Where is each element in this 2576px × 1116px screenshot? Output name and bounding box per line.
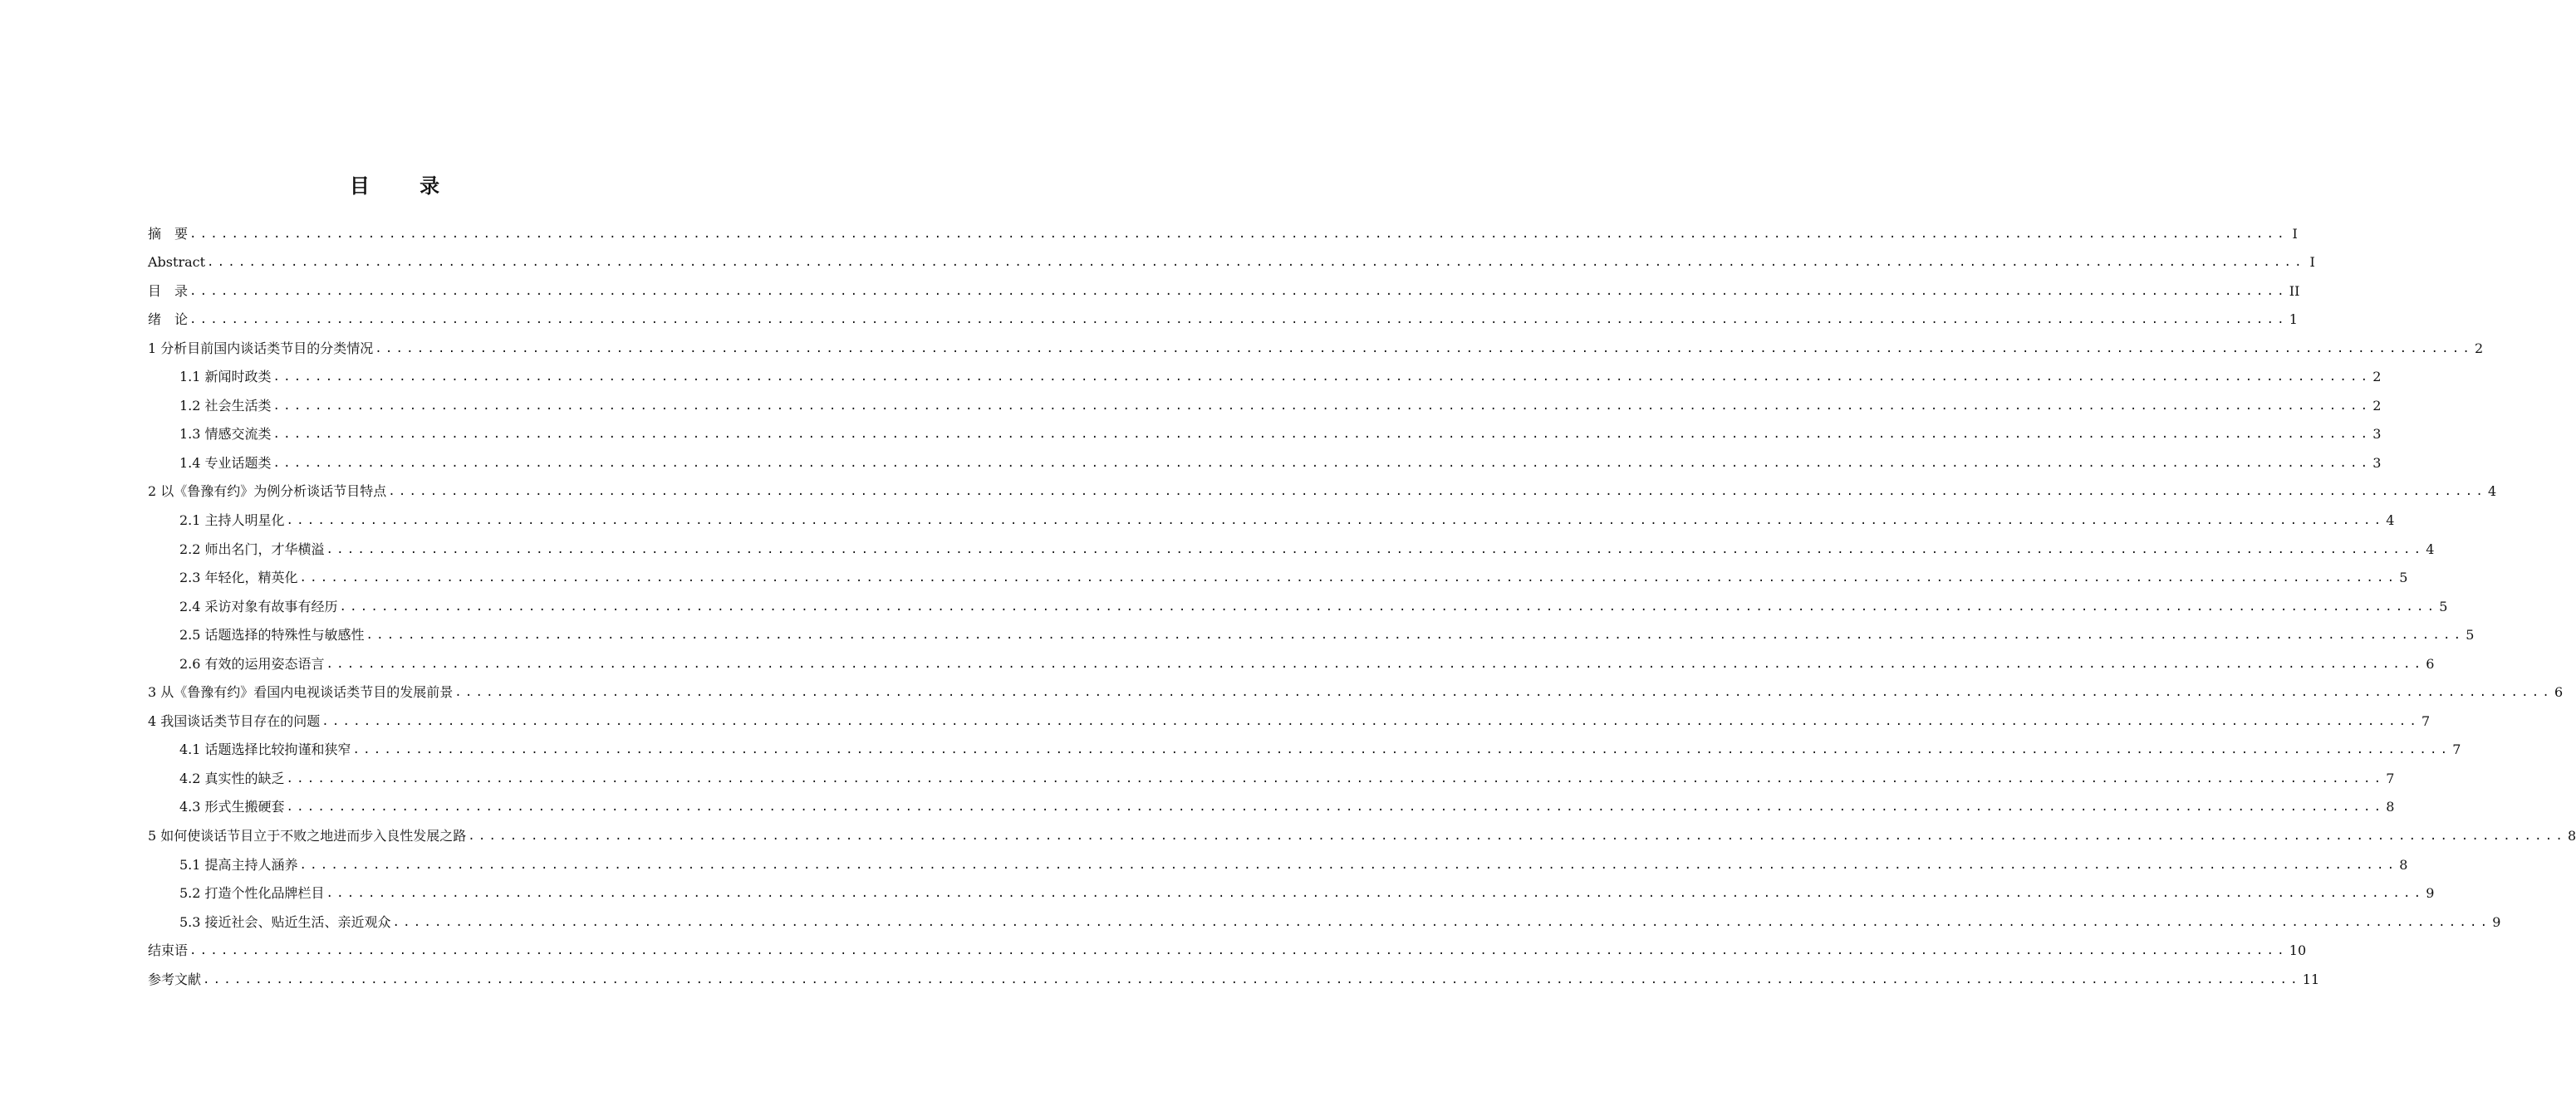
- toc-leader-dots: ........................................................................................................................................................................................................: [321, 714, 2421, 728]
- toc-entry[interactable]: [148, 535, 2435, 564]
- toc-entry-page: 6: [2426, 655, 2435, 672]
- toc-entry-title: 2.2 师出名门，才华横溢: [179, 541, 325, 557]
- toc-leader-dots: ........................................................................................................................................................................................................: [272, 456, 2372, 470]
- toc-entry-title: 2 以《鲁豫有约》为例分析谈话节目特点: [148, 483, 387, 500]
- toc-entry[interactable]: [148, 937, 2307, 966]
- toc-entry[interactable]: [148, 334, 2484, 363]
- toc-entry-title: 摘 要: [148, 225, 189, 242]
- toc-leader-dots: ........................................................................................................................................................................................................: [375, 341, 2474, 355]
- toc-entry-page: I: [2292, 225, 2298, 242]
- toc-entry-title: 4 我国谈话类节目存在的问题: [148, 712, 321, 729]
- toc-entry[interactable]: [148, 420, 2382, 449]
- toc-leader-dots: ........................................................................................................................................................................................................: [286, 514, 2385, 528]
- toc-entry[interactable]: [148, 363, 2382, 392]
- toc-leader-dots: ........................................................................................................................................................................................................: [203, 972, 2301, 986]
- toc-entry-title: 1.2 社会生活类: [179, 397, 272, 414]
- toc-entry-title: 5.2 打造个性化品牌栏目: [179, 885, 325, 902]
- toc-leader-dots: ........................................................................................................................................................................................................: [272, 370, 2372, 384]
- toc-leader-dots: ........................................................................................................................................................................................................: [454, 686, 2554, 700]
- toc-entry-page: 5: [2439, 598, 2448, 614]
- toc-leader-dots: ........................................................................................................................................................................................................: [326, 887, 2425, 901]
- toc-leader-dots: ........................................................................................................................................................................................................: [189, 284, 2288, 298]
- toc-leader-dots: ........................................................................................................................................................................................................: [352, 743, 2451, 757]
- toc-entry-page: 4: [2426, 541, 2435, 557]
- toc-entry[interactable]: [148, 448, 2382, 477]
- toc-entry-page: 3: [2372, 426, 2382, 443]
- toc-entry[interactable]: [148, 908, 2501, 937]
- toc-entry-title: 2.3 年轻化，精英化: [179, 570, 298, 586]
- toc-leader-dots: ........................................................................................................................................................................................................: [339, 600, 2438, 614]
- toc-entry[interactable]: [148, 277, 2300, 306]
- toc-entry[interactable]: [148, 707, 2431, 736]
- toc-entry-title: 5 如何使谈话节目立于不败之地进而步入良性发展之路: [148, 828, 467, 844]
- toc-entry-page: 3: [2372, 454, 2382, 471]
- toc-leader-dots: ........................................................................................................................................................................................................: [189, 227, 2288, 241]
- toc-leader-dots: ........................................................................................................................................................................................................: [468, 830, 2567, 844]
- toc-entry-page: 10: [2289, 942, 2307, 959]
- toc-entry-title: 2.1 主持人明星化: [179, 512, 285, 529]
- toc-entry[interactable]: [148, 306, 2298, 335]
- toc-entry-title: 绪 论: [148, 311, 189, 328]
- toc-entry-page: 2: [2372, 369, 2382, 385]
- toc-entry[interactable]: [148, 850, 2408, 879]
- toc-entry[interactable]: [148, 477, 2497, 507]
- toc-leader-dots: ........................................................................................................................................................................................................: [299, 571, 2398, 585]
- toc-entry-title: 5.1 提高主持人涵养: [179, 856, 298, 873]
- toc-leader-dots: ........................................................................................................................................................................................................: [286, 771, 2385, 786]
- toc-entry[interactable]: [148, 821, 2576, 850]
- toc-leader-dots: ........................................................................................................................................................................................................: [326, 657, 2425, 671]
- toc-entry-title: 4.2 真实性的缺乏: [179, 770, 285, 786]
- toc-leader-dots: ........................................................................................................................................................................................................: [207, 256, 2305, 270]
- toc-entry-title: 1 分析目前国内谈话类节目的分类情况: [148, 340, 374, 356]
- toc-entry[interactable]: [148, 564, 2408, 593]
- toc-leader-dots: ........................................................................................................................................................................................................: [392, 915, 2491, 929]
- toc-entry-title: 5.3 接近社会、贴近生活、亲近观众: [179, 913, 391, 930]
- toc-entry-title: 1.3 情感交流类: [179, 426, 272, 443]
- toc-entry-page: 11: [2302, 971, 2320, 987]
- toc-entry[interactable]: [148, 621, 2475, 650]
- toc-entry-title: 2.4 采访对象有故事有经历: [179, 598, 338, 614]
- toc-entry-title: Abstract: [148, 254, 206, 271]
- toc-entry-page: 5: [2466, 627, 2475, 644]
- toc-entry-page: 1: [2289, 311, 2298, 328]
- toc-entry-page: 8: [2399, 856, 2408, 873]
- toc-entry-page: 2: [2372, 397, 2382, 414]
- toc-entry-page: 8: [2568, 828, 2576, 844]
- toc-entry-title: 2.5 话题选择的特殊性与敏感性: [179, 627, 365, 644]
- toc-entry[interactable]: [148, 248, 2315, 277]
- toc-entry-title: 3 从《鲁豫有约》看国内电视谈话类节目的发展前景: [148, 684, 454, 701]
- toc-entry[interactable]: [148, 391, 2382, 420]
- toc-entry-page: 6: [2554, 684, 2564, 701]
- toc-leader-dots: ........................................................................................................................................................................................................: [388, 485, 2487, 499]
- toc-entry[interactable]: [148, 793, 2395, 822]
- toc-leader-dots: ........................................................................................................................................................................................................: [326, 542, 2425, 556]
- toc-entry-page: 5: [2399, 570, 2408, 586]
- toc-entry-page: 2: [2475, 340, 2484, 356]
- toc-entry[interactable]: [148, 506, 2395, 535]
- toc-entry[interactable]: [148, 965, 2320, 994]
- toc-entry-title: 4.3 形式生搬硬套: [179, 799, 285, 815]
- toc-entry[interactable]: [148, 764, 2395, 793]
- toc-entry-title: 目 录: [148, 282, 189, 299]
- toc-entry[interactable]: [148, 879, 2435, 908]
- toc-entry-title: 4.1 话题选择比较拘谨和狭窄: [179, 742, 351, 758]
- toc-leader-dots: ........................................................................................................................................................................................................: [272, 399, 2372, 413]
- toc-entry[interactable]: [148, 736, 2461, 765]
- toc-entry[interactable]: [148, 219, 2298, 248]
- toc-entry[interactable]: [148, 678, 2564, 707]
- toc-leader-dots: ........................................................................................................................................................................................................: [366, 629, 2465, 643]
- toc-leader-dots: ........................................................................................................................................................................................................: [189, 944, 2288, 958]
- toc-entry-page: 9: [2426, 885, 2435, 902]
- toc-entry-title: 结束语: [148, 942, 189, 959]
- toc-leader-dots: ........................................................................................................................................................................................................: [189, 313, 2288, 327]
- toc-entry-title: 1.1 新闻时政类: [179, 369, 272, 385]
- toc-entry[interactable]: [148, 592, 2448, 621]
- toc-entry-page: 7: [2421, 712, 2431, 729]
- toc-entry-title: 2.6 有效的运用姿态语言: [179, 655, 325, 672]
- toc-entry-page: 4: [2386, 512, 2395, 529]
- toc-entry-page: II: [2289, 282, 2300, 299]
- toc-entry-page: 9: [2492, 913, 2501, 930]
- toc-entry-page: 7: [2452, 742, 2461, 758]
- toc-entry-page: 8: [2386, 799, 2395, 815]
- toc-entry-page: 4: [2488, 483, 2497, 500]
- toc-leader-dots: ........................................................................................................................................................................................................: [272, 428, 2372, 442]
- toc-leader-dots: ........................................................................................................................................................................................................: [286, 800, 2385, 815]
- page-title: 目 录: [349, 174, 462, 198]
- toc-entry-page: 7: [2386, 770, 2395, 786]
- toc-entry-title: 1.4 专业话题类: [179, 454, 272, 471]
- table-of-contents: [148, 219, 2576, 994]
- toc-entry[interactable]: [148, 649, 2435, 678]
- toc-leader-dots: ........................................................................................................................................................................................................: [299, 858, 2398, 872]
- toc-entry-title: 参考文献: [148, 971, 202, 987]
- toc-entry-page: I: [2309, 254, 2315, 271]
